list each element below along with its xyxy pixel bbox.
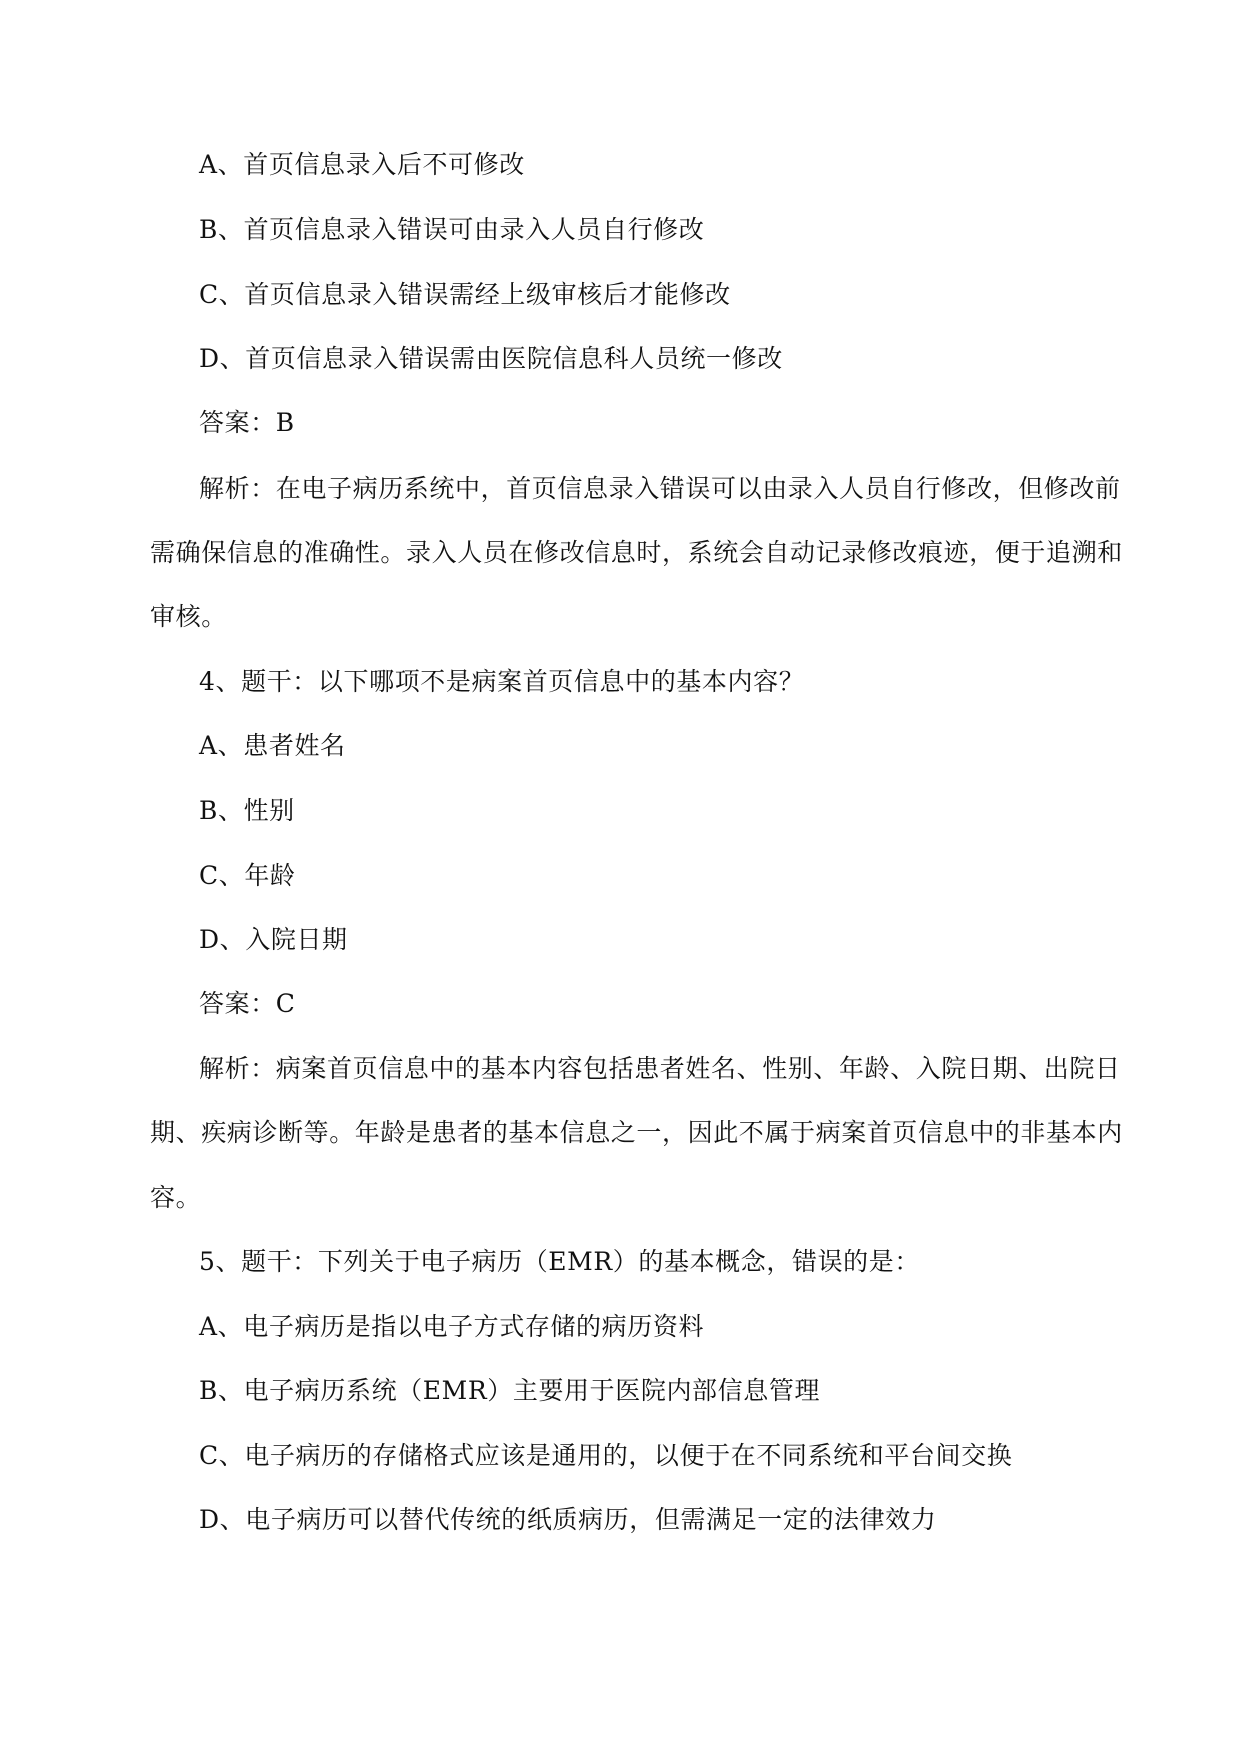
q4-analysis-line-3: 容。 [150,1183,202,1212]
q4-option-c: C、年龄 [199,861,296,890]
q4-option-a: A、患者姓名 [199,731,346,760]
q5-option-a: A、电子病历是指以电子方式存储的病历资料 [199,1312,705,1341]
q4-analysis-line-1: 解析：病案首页信息中的基本内容包括患者姓名、性别、年龄、入院日期、出院日 [199,1054,1121,1083]
q3-option-d: D、首页信息录入错误需由医院信息科人员统一修改 [199,344,783,373]
q4-analysis-line-2: 期、疾病诊断等。年龄是患者的基本信息之一，因此不属于病案首页信息中的非基本内 [150,1118,1123,1147]
q4-option-d: D、入院日期 [199,925,348,954]
q3-analysis-line-2: 需确保信息的准确性。录入人员在修改信息时，系统会自动记录修改痕迹，便于追溯和 [150,538,1123,567]
q5-option-c: C、电子病历的存储格式应该是通用的，以便于在不同系统和平台间交换 [199,1441,1013,1470]
q3-option-b: B、首页信息录入错误可由录入人员自行修改 [199,215,705,244]
q4-answer: 答案：C [199,989,296,1018]
q3-answer: 答案：B [199,408,295,437]
q3-analysis-line-3: 审核。 [150,602,227,631]
q5-option-d: D、电子病历可以替代传统的纸质病历，但需满足一定的法律效力 [199,1505,937,1534]
q4-option-b: B、性别 [199,796,295,825]
q3-option-c: C、首页信息录入错误需经上级审核后才能修改 [199,280,731,309]
q3-analysis-line-1: 解析：在电子病历系统中，首页信息录入错误可以由录入人员自行修改，但修改前 [199,474,1121,503]
q5-stem: 5、题干：下列关于电子病历（EMR）的基本概念，错误的是： [199,1247,920,1276]
q4-stem: 4、题干：以下哪项不是病案首页信息中的基本内容？ [199,667,805,696]
q5-option-b: B、电子病历系统（EMR）主要用于医院内部信息管理 [199,1376,821,1405]
q3-option-a: A、首页信息录入后不可修改 [199,150,525,179]
